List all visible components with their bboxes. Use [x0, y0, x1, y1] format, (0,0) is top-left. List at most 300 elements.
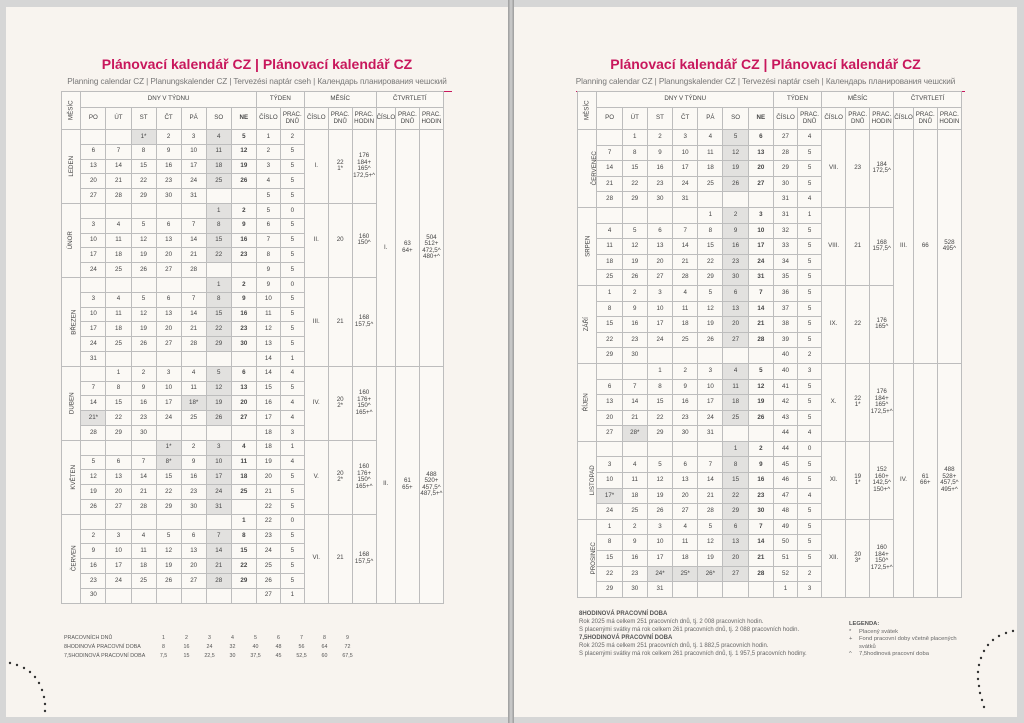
day-cell: 28 [181, 337, 206, 352]
day-cell: 12 [156, 544, 181, 559]
month-name: PROSINEC [589, 542, 597, 575]
day-cell: 30 [723, 270, 748, 286]
decorative-dots [962, 627, 1017, 722]
day-cell: 6 [673, 457, 698, 473]
day-cell: 14 [748, 301, 773, 317]
day-cell: 10 [206, 455, 231, 470]
weekday-header: NE [231, 108, 256, 130]
week-workdays: 5 [280, 159, 304, 174]
day-cell: 10 [748, 223, 773, 239]
day-cell: 17 [181, 159, 206, 174]
week-number: 44 [773, 441, 797, 457]
day-cell [206, 351, 231, 366]
week-workdays: 5 [798, 145, 822, 161]
day-cell: 10 [698, 379, 723, 395]
day-cell: 31 [206, 499, 231, 514]
day-cell: 21 [673, 254, 698, 270]
day-cell: 12 [131, 233, 156, 248]
month-name: ZÁŘÍ [582, 317, 590, 332]
day-cell: 14 [622, 395, 647, 411]
day-cell [81, 203, 106, 218]
day-cell: 8 [597, 535, 622, 551]
day-cell: 3 [673, 130, 698, 146]
day-cell: 15 [206, 307, 231, 322]
day-cell: 12 [698, 301, 723, 317]
weekday-header: ČT [673, 108, 698, 130]
day-cell: 22 [622, 176, 647, 192]
day-cell: 20 [156, 248, 181, 263]
header-row [62, 108, 444, 130]
day-cell: 15 [131, 159, 156, 174]
day-cell: 16 [81, 559, 106, 574]
day-cell: 12 [81, 470, 106, 485]
week-workdays: 3 [798, 582, 822, 598]
column-subheader: PRAC. HODIN [352, 108, 376, 130]
day-cell: 18 [106, 322, 131, 337]
day-cell: 7 [81, 381, 106, 396]
day-cell: 16 [622, 551, 647, 567]
month-hours: 160 176+ 150^ 165+^ [352, 440, 376, 514]
notes-line: S placenými svátky má rok celkem 261 pracovních dnů, tj. 2 088 pracovních hodin. [579, 627, 800, 633]
summary-value: 1 [162, 634, 165, 641]
week-workdays: 5 [280, 544, 304, 559]
notes-line: Rok 2025 má celkem 251 pracovních dnů, tj. 2 008 pracovních hodin. [579, 619, 764, 625]
day-cell: 1 [597, 519, 622, 535]
day-cell: 25 [673, 332, 698, 348]
day-cell: 5 [131, 218, 156, 233]
day-cell [131, 351, 156, 366]
day-cell: 18 [131, 559, 156, 574]
day-cell: 17 [156, 396, 181, 411]
day-cell: 15 [106, 396, 131, 411]
notes-line: Rok 2025 má celkem 251 pracovních dnů, tj. 1 882,5 pracovních hodin. [579, 643, 769, 649]
month-name: ÚNOR [66, 231, 74, 250]
day-cell [673, 441, 698, 457]
day-cell: 14 [698, 473, 723, 489]
day-cell [181, 203, 206, 218]
day-cell: 12 [698, 535, 723, 551]
day-cell: 22 [206, 248, 231, 263]
day-cell: 13 [597, 395, 622, 411]
day-cell: 17 [81, 322, 106, 337]
table-row [578, 363, 962, 379]
day-cell [231, 351, 256, 366]
day-cell: 11 [131, 544, 156, 559]
summary-value: 48 [275, 643, 282, 650]
legend-item [849, 629, 959, 637]
day-cell [106, 588, 131, 603]
day-cell [723, 582, 748, 598]
day-cell: 13 [156, 307, 181, 322]
day-cell: 16 [647, 161, 672, 177]
week-number: 45 [773, 457, 797, 473]
day-cell: 20 [723, 317, 748, 333]
quarter-workdays: 61 65+ [395, 366, 419, 603]
day-cell: 6 [156, 218, 181, 233]
day-cell: 13 [748, 145, 773, 161]
day-cell [156, 588, 181, 603]
week-workdays: 5 [280, 218, 304, 233]
day-cell: 29 [231, 573, 256, 588]
day-cell: 2 [131, 366, 156, 381]
day-cell: 3 [206, 440, 231, 455]
week-workdays: 3 [280, 425, 304, 440]
day-cell: 19 [647, 488, 672, 504]
quarter-workdays: 61 66+ [913, 363, 937, 597]
column-header-label: MĚSÍC [583, 100, 591, 121]
day-cell: 14 [597, 161, 622, 177]
day-cell: 12 [206, 381, 231, 396]
week-number: 39 [773, 332, 797, 348]
day-cell: 18 [622, 488, 647, 504]
notes-line: S placenými svátky má rok celkem 261 pracovních dnů, tj. 1 957,5 pracovních hodiny. [579, 651, 807, 657]
day-cell: 24 [647, 332, 672, 348]
day-cell: 16 [156, 159, 181, 174]
legend-title: LEGENDA: [849, 621, 880, 627]
day-cell: 16 [723, 239, 748, 255]
week-workdays: 4 [280, 455, 304, 470]
day-cell: 13 [673, 473, 698, 489]
day-cell: 6 [597, 379, 622, 395]
day-cell [723, 348, 748, 364]
day-cell [673, 348, 698, 364]
month-label [62, 130, 81, 204]
day-cell: 8 [597, 301, 622, 317]
month-workdays: 21 [328, 514, 352, 603]
month-hours: 168 157,5^ [352, 514, 376, 603]
legend-text: Placený svátek [859, 628, 898, 635]
day-cell: 27 [156, 263, 181, 278]
column-subheader: PRAC. HODIN [419, 108, 443, 130]
month-name: ČERVEN [70, 545, 78, 572]
day-cell: 28* [622, 426, 647, 442]
day-cell [156, 351, 181, 366]
day-cell: 9 [181, 455, 206, 470]
day-cell: 7 [206, 529, 231, 544]
day-cell: 31 [673, 192, 698, 208]
day-cell [181, 351, 206, 366]
day-cell: 20 [597, 410, 622, 426]
month-workdays: 20 [328, 203, 352, 277]
day-cell: 7 [106, 144, 131, 159]
week-number: 44 [773, 426, 797, 442]
day-cell: 5 [81, 455, 106, 470]
legend-text: 7,5hodinová pracovní doba [859, 651, 929, 657]
day-cell: 24 [206, 485, 231, 500]
week-number: 32 [773, 223, 797, 239]
day-cell: 20 [156, 322, 181, 337]
legend-items [849, 629, 959, 659]
day-cell: 11 [673, 301, 698, 317]
day-cell [597, 207, 622, 223]
day-cell: 29 [698, 270, 723, 286]
column-header-month [578, 92, 597, 130]
day-cell: 2 [156, 130, 181, 145]
day-cell [647, 348, 672, 364]
day-cell: 8 [622, 145, 647, 161]
day-cell: 5 [647, 457, 672, 473]
day-cell: 24 [597, 504, 622, 520]
day-cell: 8 [698, 223, 723, 239]
day-cell: 20 [647, 254, 672, 270]
calendar-table-right [577, 91, 962, 598]
month-name: BŘEZEN [70, 309, 78, 335]
week-number: 48 [773, 504, 797, 520]
column-subheader: ČÍSLO [822, 108, 846, 130]
quarter-hours: 488 520+ 457,5^ 487,5+^ [419, 366, 443, 603]
month-hours: 160 150^ [352, 203, 376, 277]
day-cell: 23 [622, 332, 647, 348]
day-cell: 14 [673, 239, 698, 255]
day-cell: 16 [231, 233, 256, 248]
day-cell [81, 440, 106, 455]
day-cell: 25 [106, 337, 131, 352]
week-workdays: 5 [798, 551, 822, 567]
day-cell: 4 [106, 292, 131, 307]
day-cell: 19 [723, 161, 748, 177]
day-cell: 30 [622, 348, 647, 364]
week-number: 11 [256, 307, 280, 322]
week-workdays: 5 [798, 332, 822, 348]
month-name: DUBEN [68, 392, 76, 415]
day-cell: 23 [181, 485, 206, 500]
week-workdays: 1 [798, 207, 822, 223]
summary-value: 37,5 [250, 652, 261, 659]
day-cell: 19 [81, 485, 106, 500]
month-label [578, 441, 597, 519]
week-number: 29 [773, 161, 797, 177]
weekday-header: ÚT [622, 108, 647, 130]
day-cell [206, 189, 231, 204]
week-number: 51 [773, 551, 797, 567]
summary-value: 32 [229, 643, 236, 650]
day-cell: 14 [81, 396, 106, 411]
day-cell [748, 348, 773, 364]
day-cell: 12 [647, 473, 672, 489]
week-number: 31 [773, 207, 797, 223]
day-cell: 11 [698, 145, 723, 161]
day-cell: 3 [181, 130, 206, 145]
day-cell: 8 [206, 292, 231, 307]
day-cell: 19 [156, 559, 181, 574]
day-cell: 9 [673, 379, 698, 395]
week-workdays: 5 [798, 457, 822, 473]
day-cell [106, 203, 131, 218]
week-workdays: 4 [798, 192, 822, 208]
day-cell: 26 [622, 270, 647, 286]
day-cell: 18 [698, 161, 723, 177]
quarter-workdays: 66 [913, 130, 937, 364]
day-cell: 15 [698, 239, 723, 255]
month-name: LISTOPAD [588, 465, 596, 496]
day-cell: 5 [723, 130, 748, 146]
day-cell [81, 277, 106, 292]
day-cell: 11 [673, 535, 698, 551]
summary-value: 45 [275, 652, 282, 659]
week-number: 27 [256, 588, 280, 603]
day-cell: 4 [622, 457, 647, 473]
day-cell: 12 [231, 144, 256, 159]
day-cell [131, 203, 156, 218]
summary-row [62, 642, 359, 651]
month-number: VIII. [822, 207, 846, 285]
column-header-month-summary: MĚSÍC [822, 92, 894, 108]
day-cell: 27 [748, 176, 773, 192]
week-number: 15 [256, 381, 280, 396]
page-subtitle-left: Planning calendar CZ | Planungskalender CZ | Tervezési naptár cseh | Календарь планирования чешский [67, 77, 447, 86]
week-number: 25 [256, 559, 280, 574]
week-number: 34 [773, 254, 797, 270]
day-cell: 31 [748, 270, 773, 286]
week-workdays: 5 [280, 174, 304, 189]
week-workdays: 5 [798, 535, 822, 551]
day-cell: 10 [81, 233, 106, 248]
day-cell: 29 [106, 425, 131, 440]
summary-value: 9 [346, 634, 349, 641]
day-cell: 20 [673, 488, 698, 504]
day-cell [231, 499, 256, 514]
summary-value: 5 [254, 634, 257, 641]
day-cell: 19 [698, 551, 723, 567]
week-number: 52 [773, 566, 797, 582]
day-cell [106, 130, 131, 145]
day-cell: 30 [673, 426, 698, 442]
day-cell: 22 [231, 559, 256, 574]
quarter-hours: 504 512+ 472,5^ 480+^ [419, 130, 443, 367]
notes-heading-8h: 8HODINOVÁ PRACOVNÍ DOBA [579, 611, 668, 617]
month-hours: 152 160+ 142,5^ 150+^ [870, 441, 894, 519]
day-cell: 6 [106, 455, 131, 470]
day-cell: 17 [106, 559, 131, 574]
week-workdays: 5 [798, 504, 822, 520]
day-cell [748, 192, 773, 208]
day-cell: 7 [597, 145, 622, 161]
week-number: 1 [256, 130, 280, 145]
day-cell [673, 582, 698, 598]
day-cell [231, 588, 256, 603]
day-cell: 20 [106, 485, 131, 500]
day-cell: 15 [231, 544, 256, 559]
month-hours: 160 184+ 150^ 172,5+^ [870, 519, 894, 597]
day-cell: 11 [622, 473, 647, 489]
week-number: 49 [773, 519, 797, 535]
day-cell: 26 [723, 176, 748, 192]
week-number: 8 [256, 248, 280, 263]
day-cell: 5 [156, 529, 181, 544]
quarter-number: II. [376, 366, 395, 603]
week-number: 9 [256, 263, 280, 278]
week-number: 4 [256, 174, 280, 189]
month-workdays: 20 2* [328, 366, 352, 440]
day-cell: 23 [156, 174, 181, 189]
day-cell: 12 [748, 379, 773, 395]
day-cell: 23 [231, 322, 256, 337]
week-number: 10 [256, 292, 280, 307]
day-cell [647, 207, 672, 223]
summary-value: 67,5 [342, 652, 353, 659]
day-cell: 20 [81, 174, 106, 189]
column-subheader: ČÍSLO [894, 108, 913, 130]
day-cell: 31 [181, 189, 206, 204]
day-cell: 25 [597, 270, 622, 286]
day-cell: 11 [231, 455, 256, 470]
day-cell: 6 [156, 292, 181, 307]
day-cell [723, 192, 748, 208]
day-cell: 1 [647, 363, 672, 379]
day-cell: 13 [723, 301, 748, 317]
month-label [62, 203, 81, 277]
day-cell [597, 363, 622, 379]
summary-value: 3 [208, 634, 211, 641]
week-number: 40 [773, 348, 797, 364]
month-workdays: 22 1* [846, 363, 870, 441]
day-cell: 8 [106, 381, 131, 396]
week-number: 27 [773, 130, 797, 146]
day-cell [597, 130, 622, 146]
day-cell: 21 [622, 410, 647, 426]
day-cell: 16 [181, 470, 206, 485]
day-cell: 13 [156, 233, 181, 248]
day-cell: 7 [698, 457, 723, 473]
day-cell [622, 441, 647, 457]
column-header-week: TÝDEN [256, 92, 304, 108]
day-cell: 23 [748, 488, 773, 504]
summary-value: 72 [344, 643, 351, 650]
day-cell: 21 [181, 322, 206, 337]
day-cell: 7 [181, 218, 206, 233]
day-cell: 30 [156, 189, 181, 204]
day-cell [81, 130, 106, 145]
week-workdays: 5 [280, 248, 304, 263]
week-number: 31 [773, 192, 797, 208]
month-label [578, 207, 597, 285]
day-cell: 19 [131, 322, 156, 337]
day-cell: 22 [698, 254, 723, 270]
week-number: 19 [256, 455, 280, 470]
legend-item [849, 651, 959, 659]
quarter-workdays: 63 64+ [395, 130, 419, 367]
month-number: VII. [822, 130, 846, 208]
day-cell: 14 [106, 159, 131, 174]
day-cell: 28 [597, 192, 622, 208]
page-title-right: Plánovací kalendář CZ | Plánovací kalendář CZ [610, 56, 921, 72]
week-workdays: 3 [798, 363, 822, 379]
day-cell: 9 [131, 381, 156, 396]
summary-value: 64 [321, 643, 328, 650]
month-hours: 168 157,5^ [352, 277, 376, 366]
day-cell: 27 [181, 573, 206, 588]
table-row [62, 130, 444, 145]
day-cell: 28 [698, 504, 723, 520]
day-cell: 3 [106, 529, 131, 544]
workday-summary-table [62, 633, 359, 660]
week-workdays: 5 [798, 239, 822, 255]
day-cell: 26 [156, 573, 181, 588]
day-cell [156, 514, 181, 529]
column-subheader: PRAC. DNŮ [328, 108, 352, 130]
summary-value: 8 [323, 634, 326, 641]
day-cell: 7 [131, 455, 156, 470]
day-cell: 18 [673, 551, 698, 567]
day-cell: 30 [131, 425, 156, 440]
day-cell [106, 514, 131, 529]
week-number: 43 [773, 410, 797, 426]
day-cell: 10 [81, 307, 106, 322]
page-title-left: Plánovací kalendář CZ | Plánovací kalendář CZ [101, 56, 413, 72]
day-cell: 7 [748, 519, 773, 535]
week-workdays: 5 [798, 410, 822, 426]
day-cell: 3 [647, 519, 672, 535]
